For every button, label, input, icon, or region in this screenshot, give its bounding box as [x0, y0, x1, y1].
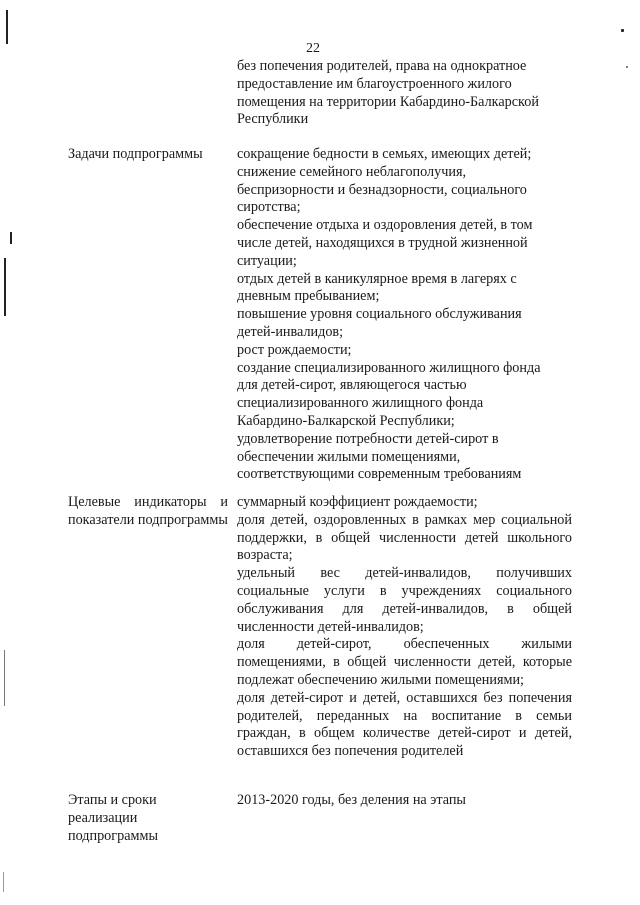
section-body-tasks — [237, 146, 572, 484]
scan-edge-mark — [4, 650, 5, 706]
task-line: детей-инвалидов; — [237, 323, 344, 340]
task-line: дневным пребыванием; — [237, 288, 380, 305]
indicator-item: удельный вес детей-инвалидов, получивших социальные услуги в учреждениях социального обслуживания для детей-инвалидов, в общей численности детей-инвалидов; — [237, 565, 572, 635]
scan-edge-mark — [4, 258, 6, 316]
scan-edge-mark — [6, 10, 8, 44]
task-line: создание специализированного жилищного фонда — [237, 359, 541, 376]
section-label-stages: Этапы и сроки реализации подпрограммы — [68, 792, 158, 844]
scan-edge-mark — [3, 872, 4, 892]
section-label-tasks: Задачи подпрограммы — [68, 146, 203, 162]
task-line: соответствующими современным требованиям — [237, 466, 522, 483]
task-line: сокращение бедности в семьях, имеющих детей; — [237, 146, 532, 162]
section-label-indicators: Целевые индикаторы и показатели подпрограммы — [68, 494, 228, 528]
scan-edge-mark — [10, 232, 12, 244]
intro-continuation-text: без попечения родителей, права на однократное предоставление им благоустроенного жилого помещения на территории Кабардино-Балкарской Республики — [237, 58, 539, 128]
scan-dot-mark — [626, 66, 628, 68]
task-line: Кабардино-Балкарской Республики; — [237, 412, 455, 429]
page-number: 22 — [306, 41, 320, 56]
stages-text: 2013-2020 годы, без деления на этапы — [237, 792, 466, 808]
section-body-stages — [237, 792, 572, 810]
indicator-item: доля детей-сирот и детей, оставшихся без попечения родителей, переданных на воспитание в семьи граждан, в общем количестве детей-сирот и детей, оставшихся без попечения родителей — [237, 689, 572, 760]
task-line: удовлетворение потребности детей-сирот в — [237, 430, 499, 447]
task-line: ситуации; — [237, 252, 297, 269]
task-line: снижение семейного неблагополучия, — [237, 163, 467, 180]
indicator-item: доля детей, оздоровленных в рамках мер социальной поддержки, в общей численности детей школьного возраста; — [237, 511, 572, 564]
task-line: сиротства; — [237, 199, 301, 216]
task-line: специализированного жилищного фонда — [237, 395, 484, 412]
task-line: повышение уровня социального обслуживания — [237, 306, 522, 323]
task-line: обеспечение отдыха и оздоровления детей, в том — [237, 217, 533, 234]
task-line: отдых детей в каникулярное время в лагерях с — [237, 270, 517, 287]
indicator-item: суммарный коэффициент рождаемости; — [237, 494, 478, 510]
task-line: для детей-сирот, являющегося частью — [237, 377, 467, 394]
indicator-item: доля детей-сирот, обеспеченных жилыми помещениями, в общей численности детей, которые подлежат обеспечению жилыми помещениями; — [237, 636, 572, 688]
task-line: беспризорности и безнадзорности, социального — [237, 181, 527, 198]
section-body-indicators — [237, 494, 572, 761]
task-line: рост рождаемости; — [237, 341, 352, 358]
scan-dot-mark — [621, 29, 624, 32]
task-line: обеспечении жилыми помещениями, — [237, 448, 461, 465]
task-line: числе детей, находящихся в трудной жизненной — [237, 234, 528, 251]
